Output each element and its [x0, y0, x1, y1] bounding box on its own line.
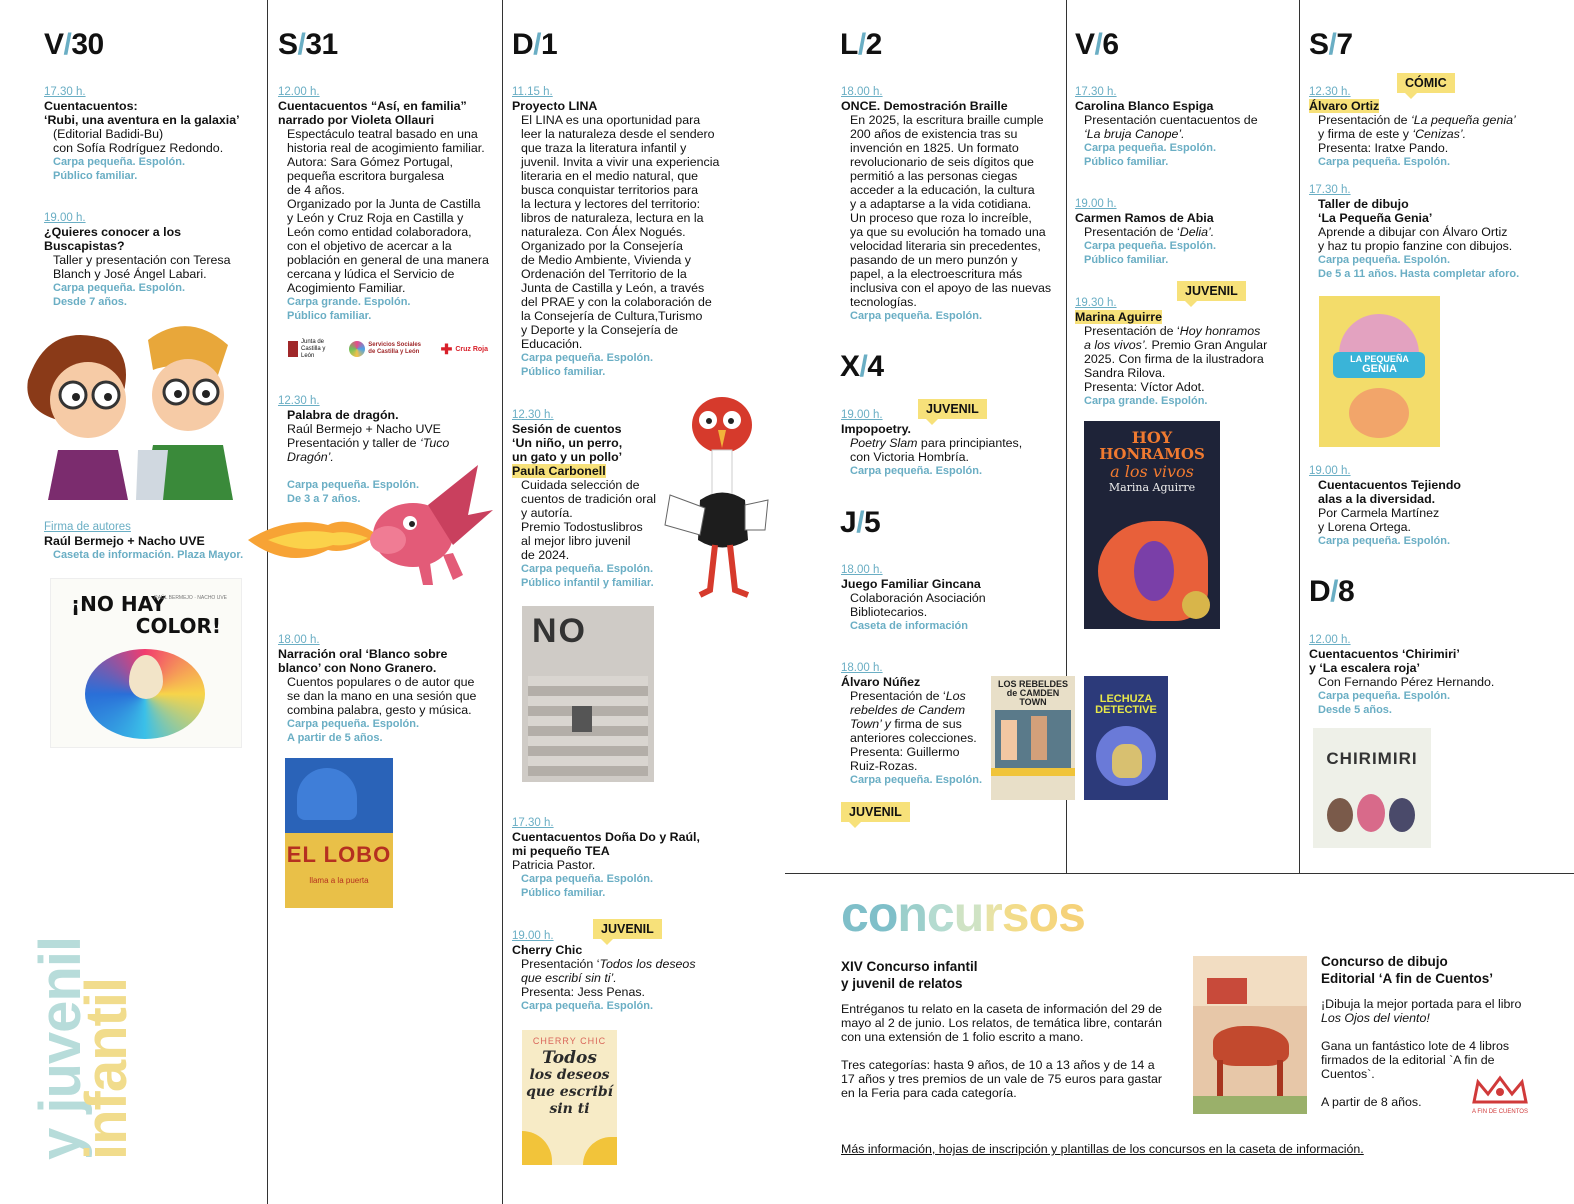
event-time: 17.30 h.: [1075, 86, 1117, 98]
event-time: 19.00 h.: [512, 930, 554, 942]
event-time: 18.00 h.: [841, 662, 883, 674]
event-author: Paula Carbonell: [512, 464, 606, 478]
event-block: [1309, 465, 1534, 548]
event-time: 17.30 h.: [512, 817, 554, 829]
contest-block: [841, 958, 1176, 1100]
event-title: Palabra de dragón.: [287, 408, 399, 422]
event-title: Carolina Blanco Espiga: [1075, 99, 1214, 113]
juvenil-badge: JUVENIL: [593, 919, 662, 939]
description-line: inclusiva con el apoyo de las nuevas: [850, 281, 1052, 295]
event-location: Carpa pequeña. Espolón.: [521, 352, 654, 364]
event-block: [841, 564, 1063, 633]
event-description: que escribí sin ti’.: [521, 971, 617, 985]
description-line: cercana y lúdica el Servicio de: [287, 267, 455, 281]
event-title: un gato y un pollo’: [512, 450, 623, 464]
event-title: Taller de dibujo: [1318, 197, 1409, 211]
event-description: Presentación de ‘Hoy honramos: [1084, 324, 1261, 338]
event-audience: Público familiar.: [521, 887, 606, 899]
event-location: Carpa pequeña. Espolón.: [850, 465, 983, 477]
book-cover-no-hay-color: [50, 578, 242, 748]
event-title: mi pequeño TEA: [512, 844, 610, 858]
event-location: Carpa pequeña. Espolón.: [1318, 535, 1451, 547]
description-line: de 2024.: [521, 548, 570, 562]
event-location: Carpa pequeña. Espolón.: [1084, 240, 1217, 252]
event-block: [841, 409, 1063, 478]
event-location: Caseta de información: [850, 620, 968, 632]
heading-letter: o: [1028, 886, 1059, 942]
day-header: X/4: [840, 350, 884, 383]
event-block: [1309, 634, 1534, 717]
contest-description: Cuentos`.: [1321, 1067, 1375, 1081]
event-location: Carpa pequeña. Espolón.: [1318, 690, 1451, 702]
event-description: 2025. Con firma de la ilustradora: [1084, 352, 1264, 366]
event-block: [512, 86, 732, 379]
event-title: Sesión de cuentos: [512, 422, 622, 436]
event-title: y ‘La escalera roja’: [1309, 661, 1420, 675]
description-line: 200 años de existencia tras su: [850, 127, 1018, 141]
description-line: y Deporte y la Consejería de: [521, 323, 679, 337]
contest-title: y juvenil de relatos: [841, 976, 963, 991]
event-time: 12.30 h.: [1309, 86, 1351, 98]
description-line: Entréganos tu relato en la caseta de información del 29 de: [841, 1002, 1162, 1016]
description-line: pasando de un mero punzón y: [850, 253, 1018, 267]
event-block: [841, 86, 1063, 323]
description-line: población en general de una manera: [287, 253, 489, 267]
buscapistas-illustration: [18, 300, 238, 500]
description-line: con el objetivo de acercar a la: [287, 239, 452, 253]
contest-title: Editorial ‘A fin de Cuentos’: [1321, 971, 1494, 986]
contest-description: ¡Dibuja la mejor portada para el libro: [1321, 997, 1522, 1011]
heading-letter: s: [1001, 886, 1029, 942]
event-block: [278, 634, 498, 745]
event-description: y Lorena Ortega.: [1318, 520, 1411, 534]
description-line: de 4 años.: [287, 183, 345, 197]
event-description: Blanch y José Ángel Labari.: [53, 267, 207, 281]
description-line: con una extensión de 1 folio escrito a mano.: [841, 1030, 1084, 1044]
contest-description: firmados de la editorial `A fin de: [1321, 1053, 1495, 1067]
description-line: Ordenación del Territorio de la: [521, 267, 687, 281]
event-location: Carpa pequeña. Espolón.: [287, 479, 420, 491]
event-location: Carpa pequeña. Espolón.: [850, 310, 983, 322]
event-location: Carpa pequeña. Espolón.: [521, 563, 654, 575]
event-audience: Desde 5 años.: [1318, 704, 1392, 716]
event-location: Carpa pequeña. Espolón.: [521, 1000, 654, 1012]
event-audience: A partir de 5 años.: [287, 732, 383, 744]
description-line: velocidad literaria sin precedentes,: [850, 239, 1041, 253]
event-description: Bibliotecarios.: [850, 605, 928, 619]
event-location: Carpa grande. Espolón.: [1084, 395, 1208, 407]
event-description: Taller y presentación con Teresa: [53, 253, 231, 267]
description-line: ya que su evolución ha tomado una: [850, 225, 1046, 239]
heading-letter: s: [1058, 886, 1085, 942]
event-title: Raúl Bermejo + Nacho UVE: [44, 534, 205, 548]
event-location: Carpa grande. Espolón.: [287, 296, 411, 308]
event-audience: De 5 a 11 años. Hasta completar aforo.: [1318, 268, 1520, 280]
event-block: [1309, 86, 1534, 169]
description-line: pequeña escritora burgalesa: [287, 169, 445, 183]
event-description: y haz tu propio fanzine con dibujos.: [1318, 239, 1513, 253]
event-time: 12.30 h.: [512, 409, 554, 421]
description-line: papel, a la electroescritura más: [850, 267, 1023, 281]
description-line: 17 años y tres premios de un vale de 75 euros para gastar: [841, 1072, 1162, 1086]
concursos-heading: [841, 884, 1085, 944]
event-description: Sandra Rilova.: [1084, 366, 1166, 380]
event-time: 19.00 h.: [841, 409, 883, 421]
event-title: Cuentacuentos “Así, en familia”: [278, 99, 467, 113]
event-title: ¿Quieres conocer a los: [44, 225, 182, 239]
heading-letter: c: [926, 886, 954, 942]
day-header: J/5: [840, 506, 881, 539]
bird-illustration: [660, 390, 770, 600]
description-line: y autoría.: [521, 506, 573, 520]
event-block: [1075, 198, 1295, 267]
book-cover-lechuza-detective: [1084, 676, 1168, 800]
event-description: [278, 127, 498, 295]
description-line: En 2025, la escritura braille cumple: [850, 113, 1044, 127]
event-title: alas a la diversidad.: [1318, 492, 1436, 506]
event-description: anteriores colecciones.: [850, 731, 977, 745]
event-description: con Victoria Hombría.: [850, 450, 969, 464]
contest-description: [841, 1002, 1176, 1044]
event-description: Presentación de ‘Delia’.: [1084, 225, 1215, 239]
event-location: Carpa pequeña. Espolón.: [1084, 142, 1217, 154]
event-audience: Público familiar.: [53, 170, 138, 182]
book-cover-hoy-honramos: HOY HONRAMOS a los vivos Marina Aguirre: [1084, 421, 1220, 629]
event-title: Cherry Chic: [512, 943, 583, 957]
description-line: naturaleza. Con Álex Nogués.: [521, 225, 686, 239]
event-description: y firma de este y ‘Cenizas’.: [1318, 127, 1467, 141]
book-title: COLOR!: [135, 614, 221, 638]
description-line: tecnologías.: [850, 295, 917, 309]
column-divider: [502, 0, 503, 1204]
description-line: y León y Cruz Roja en Castilla y: [287, 211, 464, 225]
description-line: que traza la literatura infantil y: [521, 141, 687, 155]
event-title: Cuentacuentos:: [44, 99, 138, 113]
event-time: 17.30 h.: [44, 86, 86, 98]
event-audience: Público familiar.: [1084, 156, 1169, 168]
description-line: permitió a las personas ciegas: [850, 169, 1018, 183]
event-location: Carpa pequeña. Espolón.: [287, 718, 420, 730]
event-description: Presentación y taller de ‘Tuco: [287, 436, 450, 450]
event-block: [278, 86, 498, 323]
description-line: Cuentos populares o de autor que: [287, 675, 475, 689]
event-time: 19.00 h.: [1075, 198, 1117, 210]
contest-description: [841, 1058, 1176, 1100]
event-title: ‘Rubi, una aventura en la galaxia’: [44, 113, 240, 127]
description-line: en la Feria para cada categoría.: [841, 1086, 1017, 1100]
description-line: Tres categorías: hasta 9 años, de 10 a 13 años y de 14 a: [841, 1058, 1155, 1072]
book-title: NO: [532, 612, 587, 650]
day-header: D/1: [512, 28, 558, 61]
event-description: Colaboración Asociación: [850, 591, 986, 605]
event-time: 18.00 h.: [278, 634, 320, 646]
book-title: EL LOBO: [286, 842, 392, 867]
event-block: [44, 212, 259, 309]
description-line: leer la naturaleza desde el sendero: [521, 127, 715, 141]
event-description: Dragón’.: [287, 450, 334, 464]
description-line: al mejor libro juvenil: [521, 534, 631, 548]
book-cover-todos-los-deseos: CHERRY CHIC Todos los deseos que escribí sin ti: [522, 1030, 617, 1165]
day-header: V/6: [1075, 28, 1119, 61]
event-title: Narración oral ‘Blanco sobre: [278, 647, 448, 661]
event-audience: Público familiar.: [521, 366, 606, 378]
description-line: Un proceso que roza lo increíble,: [850, 211, 1032, 225]
event-location: Carpa pequeña. Espolón.: [53, 156, 186, 168]
event-description: Aprende a dibujar con Álvaro Ortiz: [1318, 225, 1508, 239]
event-title: Proyecto LINA: [512, 99, 598, 113]
book-title: LOS REBELDES de CAMDEN TOWN: [997, 679, 1068, 707]
contest-age: A partir de 8 años.: [1321, 1095, 1422, 1109]
event-time: 17.30 h.: [1309, 184, 1351, 196]
a-fin-de-cuentos-logo: A FIN DE CUENTOS: [1465, 1074, 1535, 1116]
description-line: la lectura y lectores del territorio:: [521, 197, 701, 211]
event-title: narrado por Violeta Ollauri: [278, 113, 435, 127]
event-description: (Editorial Badidi-Bu): [53, 127, 164, 141]
description-line: se dan la mano en una sesión que: [287, 689, 477, 703]
description-line: busca conquistar territorios para: [521, 183, 698, 197]
event-audience: Desde 7 años.: [53, 296, 127, 308]
event-description: [512, 113, 732, 351]
day-header: S/31: [278, 28, 338, 61]
contest-title: Concurso de dibujo: [1321, 954, 1448, 969]
event-title: Cuentacuentos Doña Do y Raúl,: [512, 830, 700, 844]
event-title: ONCE. Demostración Braille: [841, 99, 1008, 113]
event-description: Poetry Slam para principiantes,: [850, 436, 1023, 450]
event-description: Presentación ‘Todos los deseos: [521, 957, 696, 971]
event-title: ‘La Pequeña Genia’: [1318, 211, 1433, 225]
cruz-roja-logo: ✚ Cruz Roja: [440, 340, 488, 357]
description-line: León como entidad colaboradora,: [287, 225, 472, 239]
event-location: Carpa pequeña. Espolón.: [850, 774, 983, 786]
juvenil-badge: JUVENIL: [1177, 281, 1246, 301]
event-description: Presentación de ‘Los: [850, 689, 966, 703]
book-cover-rebeldes: [991, 676, 1075, 800]
description-line: Junta de Castilla y León, a través: [521, 281, 705, 295]
event-block: [1309, 184, 1549, 281]
event-time: 19.00 h.: [1309, 465, 1351, 477]
book-author: Marina Aguirre: [1108, 481, 1196, 494]
event-audience: Público infantil y familiar.: [521, 577, 654, 589]
event-title: Impopoetry.: [841, 422, 911, 436]
event-time: 12.00 h.: [1309, 634, 1351, 646]
event-location: Carpa pequeña. Espolón.: [1318, 254, 1451, 266]
event-title: Juego Familiar Gincana: [841, 577, 981, 591]
section-divider: [785, 873, 1574, 874]
event-audience: De 3 a 7 años.: [287, 493, 361, 505]
comic-badge: CÓMIC: [1397, 73, 1455, 93]
description-line: Educación.: [521, 337, 583, 351]
contest-description: Gana un fantástico lote de 4 libros: [1321, 1039, 1510, 1053]
event-description: rebeldes de Candem: [850, 703, 966, 717]
event-audience: Público familiar.: [287, 310, 372, 322]
heading-letter: r: [983, 886, 1002, 942]
column-divider: [267, 0, 268, 1204]
description-line: acceder a la educación, la cultura: [850, 183, 1035, 197]
event-block: [1075, 297, 1295, 408]
day-header: L/2: [840, 28, 882, 61]
event-time: 19.30 h.: [1075, 297, 1117, 309]
event-description: Presenta: Víctor Adot.: [1084, 380, 1205, 394]
event-time: Firma de autores: [44, 521, 131, 533]
event-title: Cuentacuentos ‘Chirimiri’: [1309, 647, 1460, 661]
description-line: Acogimiento Familiar.: [287, 281, 406, 295]
event-description: Presenta: Jess Penas.: [521, 985, 645, 999]
event-description: [841, 113, 1063, 309]
description-line: y a adaptarse a la vida cotidiana.: [850, 197, 1032, 211]
servicios-sociales-logo: Servicios Sociales de Castilla y León: [349, 341, 426, 357]
event-block: [1075, 86, 1295, 169]
description-line: de Medio Ambiente, Vivienda y: [521, 253, 691, 267]
book-title: ¡NO HAY: [71, 592, 166, 616]
event-block: [44, 86, 259, 183]
description-line: mayo al 2 de junio. Los relatos, de temática libre, contarán: [841, 1016, 1162, 1030]
book-cover-no: [522, 606, 654, 782]
description-line: literaria en el medio natural, que: [521, 169, 699, 183]
description-line: juvenil. Invita a vivir una experiencia: [521, 155, 720, 169]
heading-letter: u: [953, 886, 984, 942]
event-title: Cuentacuentos Tejiendo: [1318, 478, 1461, 492]
day-header: V/30: [44, 28, 104, 61]
contest-title: XIV Concurso infantil: [841, 959, 978, 974]
junta-logo: Junta de Castilla y León: [288, 339, 335, 360]
event-time: 12.00 h.: [278, 86, 320, 98]
event-description: Ruiz-Rozas.: [850, 759, 918, 773]
description-line: combina palabra, gesto y música.: [287, 703, 472, 717]
heading-letter: o: [867, 886, 898, 942]
event-description: Por Carmela Martínez: [1318, 506, 1440, 520]
day-header: D/8: [1309, 575, 1355, 608]
juvenil-badge: JUVENIL: [918, 399, 987, 419]
description-line: Premio Todostuslibros: [521, 520, 643, 534]
event-location: Caseta de información. Plaza Mayor.: [53, 549, 244, 561]
event-description: Presentación cuentacuentos de: [1084, 113, 1258, 127]
description-line: Espectáculo teatral basado en una: [287, 127, 478, 141]
description-line: libros de naturaleza, lectura en la: [521, 211, 704, 225]
event-block: [44, 521, 259, 562]
event-description: Presentación de ‘La pequeña genia’: [1318, 113, 1516, 127]
description-line: revolucionario de seis dígitos que: [850, 155, 1034, 169]
description-line: la Consejería de Cultura,Turismo: [521, 309, 703, 323]
contest-footer-link[interactable]: Más información, hojas de inscripción y plantillas de los concursos en la caseta de información.: [841, 1142, 1364, 1156]
event-audience: Público familiar.: [1084, 254, 1169, 266]
book-authors: RAÚL BERMEJO · NACHO UVE: [154, 595, 227, 601]
description-line: Organizado por la Consejería: [521, 239, 683, 253]
event-title: ‘Un niño, un perro,: [512, 436, 623, 450]
book-author: CHERRY CHIC: [532, 1036, 607, 1046]
event-description: Presenta: Iratxe Pando.: [1318, 141, 1449, 155]
dragon-illustration: [248, 455, 498, 595]
book-subtitle: llama a la puerta: [309, 876, 369, 885]
book-cover-los-ojos-del-viento: [1193, 956, 1307, 1114]
crown-icon: [1470, 1074, 1530, 1106]
book-cover-la-pequena-genia: LA PEQUEÑA GENIA: [1319, 296, 1440, 447]
event-description: Con Fernando Pérez Hernando.: [1318, 675, 1495, 689]
description-line: del PRAE y con la colaboración de: [521, 295, 712, 309]
event-description: [278, 675, 498, 717]
event-description: Town’ y firma de sus: [850, 717, 962, 731]
description-line: Cuidada selección de: [521, 478, 640, 492]
event-title: Álvaro Núñez: [841, 675, 921, 689]
event-location: Carpa pequeña. Espolón.: [521, 873, 654, 885]
book-title: CHIRIMIRI: [1326, 749, 1418, 768]
book-cover-chirimiri: [1313, 728, 1431, 848]
event-description: Patricia Pastor.: [512, 858, 596, 872]
event-location: Carpa pequeña. Espolón.: [1318, 156, 1451, 168]
event-block: [512, 930, 732, 1013]
event-description: a los vivos’. Premio Gran Angular: [1084, 338, 1268, 352]
event-description: Presenta: Guillermo: [850, 745, 960, 759]
event-block: [512, 409, 672, 590]
book-title: LECHUZA DETECTIVE: [1095, 693, 1157, 716]
book-cover-el-lobo: [285, 758, 393, 908]
section-title-vertical: y juvenil infantil: [28, 936, 139, 1160]
event-location: Carpa pequeña. Espolón.: [53, 282, 186, 294]
event-time: 18.00 h.: [841, 564, 883, 576]
description-line: El LINA es una oportunidad para: [521, 113, 701, 127]
description-line: historia real de acogimiento familiar.: [287, 141, 485, 155]
event-title: Carmen Ramos de Abia: [1075, 211, 1214, 225]
event-title: Álvaro Ortiz: [1309, 99, 1380, 113]
event-description: con Sofía Rodríguez Redondo.: [53, 141, 224, 155]
event-description: ‘La bruja Canope’.: [1084, 127, 1185, 141]
event-time: 12.30 h.: [278, 395, 320, 407]
heading-letter: c: [841, 886, 868, 942]
event-time: 18.00 h.: [841, 86, 883, 98]
event-block: [512, 817, 732, 900]
sponsor-logos: [288, 338, 488, 360]
column-divider: [1299, 0, 1300, 874]
event-title: blanco’ con Nono Granero.: [278, 661, 437, 675]
description-line: Organizado por la Junta de Castilla: [287, 197, 481, 211]
description-line: cuentos de tradición oral: [521, 492, 657, 506]
event-time: 19.00 h.: [44, 212, 86, 224]
event-title: Marina Aguirre: [1075, 310, 1162, 324]
event-description: Raúl Bermejo + Nacho UVE: [287, 422, 441, 436]
event-block: [841, 662, 991, 787]
event-description: [512, 478, 672, 562]
heading-letter: n: [897, 886, 927, 942]
event-title: Buscapistas?: [44, 239, 125, 253]
juvenil-badge: JUVENIL: [841, 802, 910, 822]
description-line: invención en 1825. Un formato: [850, 141, 1019, 155]
day-header: S/7: [1309, 28, 1353, 61]
description-line: Autora: Sara Gómez Portugal,: [287, 155, 453, 169]
event-time: 11.15 h.: [512, 86, 553, 98]
egg-shape: [129, 655, 163, 699]
contest-description: Los Ojos del viento!: [1321, 1011, 1430, 1025]
